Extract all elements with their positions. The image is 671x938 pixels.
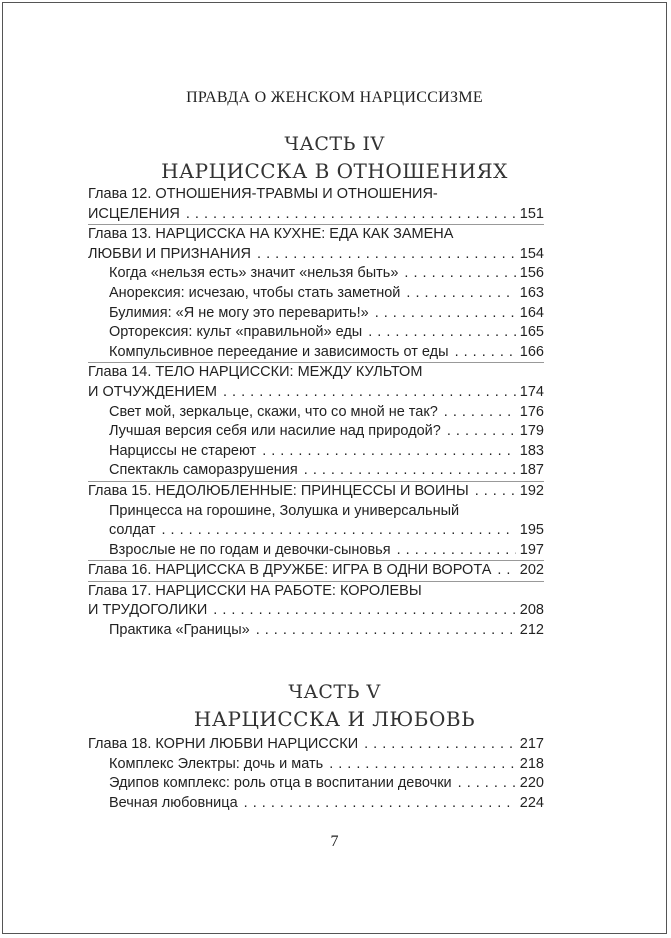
dot-leader [257,245,516,265]
dot-leader [364,735,516,755]
book-page [2,2,667,934]
part-5-number: ЧАСТЬ V [288,681,381,703]
section-title-text: Взрослые не по годам и девочки-сыновья [109,541,391,558]
chapter-title-text: Глава 18. КОРНИ ЛЮБВИ НАРЦИССКИ [88,736,359,752]
chapter-title-line [88,363,544,383]
chapter-entry [88,561,544,581]
section-page-number: 195 [519,522,544,539]
section-entry [88,343,544,363]
section-page-number: 220 [519,775,544,792]
toc-chapter [88,362,544,481]
toc-chapter [88,224,544,362]
section-page-number: 187 [519,462,544,479]
section-page-number: 165 [519,324,544,341]
chapter-title-text: Глава 14. ТЕЛО НАРЦИССКИ: МЕЖДУ КУЛЬТОМ [88,364,423,381]
section-page-number: 163 [519,284,544,301]
section-page-number: 179 [519,423,544,440]
chapter-title-text: Глава 15. НЕДОЛЮБЛЕННЫЕ: ПРИНЦЕССЫ И ВОИНЫ [88,482,469,499]
section-page-number: 197 [519,541,544,558]
chapter-title-text: Глава 13. НАРЦИССКА НА КУХНЕ: ЕДА КАК ЗАМЕНА [88,226,454,243]
section-page-number: 156 [519,265,544,282]
chapter-entry [88,245,544,265]
chapter-title-text: Глава 12. ОТНОШЕНИЯ-ТРАВМЫ И ОТНОШЕНИЯ- [88,186,438,202]
chapter-title-text: Глава 17. НАРЦИССКИ НА РАБОТЕ: КОРОЛЕВЫ [88,582,422,599]
section-page-number: 183 [519,442,544,459]
section-title-text: Булимия: «Я не могу это переварить!» [109,304,369,321]
section-entry [88,541,544,561]
section-page-number: 164 [519,304,544,321]
chapter-page-number: 208 [519,602,544,619]
section-entry [88,264,544,284]
chapter-title-text: ЛЮБВИ И ПРИЗНАНИЯ [88,245,252,262]
section-title-text: Лучшая версия себя или насилие над природой? [109,423,441,440]
dot-leader [447,422,516,442]
section-entry [88,621,544,641]
section-page-number: 166 [519,343,544,360]
section-title-text: Спектакль саморазрушения [109,462,298,479]
chapter-title-text: И ОТЧУЖДЕНИЕМ [88,383,217,400]
chapter-page-number: 217 [519,736,544,752]
dot-leader [213,601,516,621]
dot-leader [458,774,516,794]
dot-leader [497,561,515,581]
section-title-text: Комплекс Электры: дочь и мать [109,755,324,772]
dot-leader [262,442,516,462]
section-entry [88,403,544,423]
section-title-text: Компульсивное переедание и зависимость от еды [109,343,449,360]
section-entry [88,755,544,775]
dot-leader [406,284,515,304]
chapter-page-number: 154 [519,245,544,262]
section-title-text: Свет мой, зеркальце, скажи, что со мной не так? [109,403,438,420]
section-entry [88,304,544,324]
toc-part-4 [88,185,544,641]
chapter-entry [88,383,544,403]
section-entry [88,422,544,442]
section-title-text: Практика «Границы» [109,622,250,639]
dot-leader [256,621,516,641]
dot-leader [404,264,515,284]
section-page-number: 212 [519,622,544,639]
part-4-heading [3,131,666,185]
chapter-entry [88,482,544,502]
dot-leader [375,304,516,324]
toc-part-5 [88,735,544,813]
toc-chapter [88,581,544,641]
dot-leader [186,205,516,225]
dot-leader [368,323,516,343]
dot-leader [329,755,516,775]
section-entry [88,521,544,541]
section-page-number: 224 [519,794,544,811]
dot-leader [475,482,516,502]
toc-chapter [88,185,544,224]
section-title-line [88,502,544,522]
section-title-text: Нарциссы не стареют [109,442,257,459]
dot-leader [244,794,516,814]
chapter-title-line [88,185,544,205]
section-title-text: Когда «нельзя есть» значит «нельзя быть» [109,265,399,282]
dot-leader [304,461,516,481]
dot-leader [397,541,516,561]
chapter-title-text: И ТРУДОГОЛИКИ [88,602,208,619]
section-title-text: Вечная любовница [109,794,238,811]
chapter-entry [88,205,544,225]
chapter-title-text: Глава 16. НАРЦИССКА В ДРУЖБЕ: ИГРА В ОДНИ ВОРОТА [88,562,492,579]
section-entry [88,323,544,343]
section-entry [88,284,544,304]
part-4-number: ЧАСТЬ IV [284,133,385,155]
section-entry [88,794,544,814]
part-5-heading [3,679,666,733]
chapter-entry [88,601,544,621]
chapter-page-number: 151 [519,205,544,222]
chapter-page-number: 202 [519,562,544,579]
section-entry [88,461,544,481]
chapter-title-text: ИСЦЕЛЕНИЯ [88,205,180,222]
dot-leader [161,521,515,541]
chapter-page-number: 174 [519,383,544,400]
section-title-text: Анорексия: исчезаю, чтобы стать заметной [109,284,401,301]
section-title-text: солдат [109,522,156,539]
section-entry [88,442,544,462]
chapter-entry [88,735,544,755]
dot-leader [223,383,516,403]
part-4-title: НАРЦИССКА В ОТНОШЕНИЯХ [161,159,508,183]
section-title-text: Эдипов комплекс: роль отца в воспитании девочки [109,775,452,792]
section-title-text: Орторексия: культ «правильной» еды [109,324,363,341]
chapter-title-line [88,582,544,602]
section-page-number: 218 [519,755,544,772]
running-head: ПРАВДА О ЖЕНСКОМ НАРЦИССИЗМЕ [186,89,483,106]
toc-chapter [88,560,544,581]
section-title-text: Принцесса на горошине, Золушка и универсальный [109,502,460,519]
section-entry [88,774,544,794]
part-5-title: НАРЦИССКА И ЛЮБОВЬ [193,707,476,731]
section-page-number: 176 [519,403,544,420]
chapter-title-line [88,225,544,245]
dot-leader [455,343,516,363]
toc-chapter [88,735,544,813]
toc-chapter [88,481,544,560]
chapter-page-number: 192 [519,482,544,499]
dot-leader [444,403,516,423]
page-number: 7 [330,833,339,850]
